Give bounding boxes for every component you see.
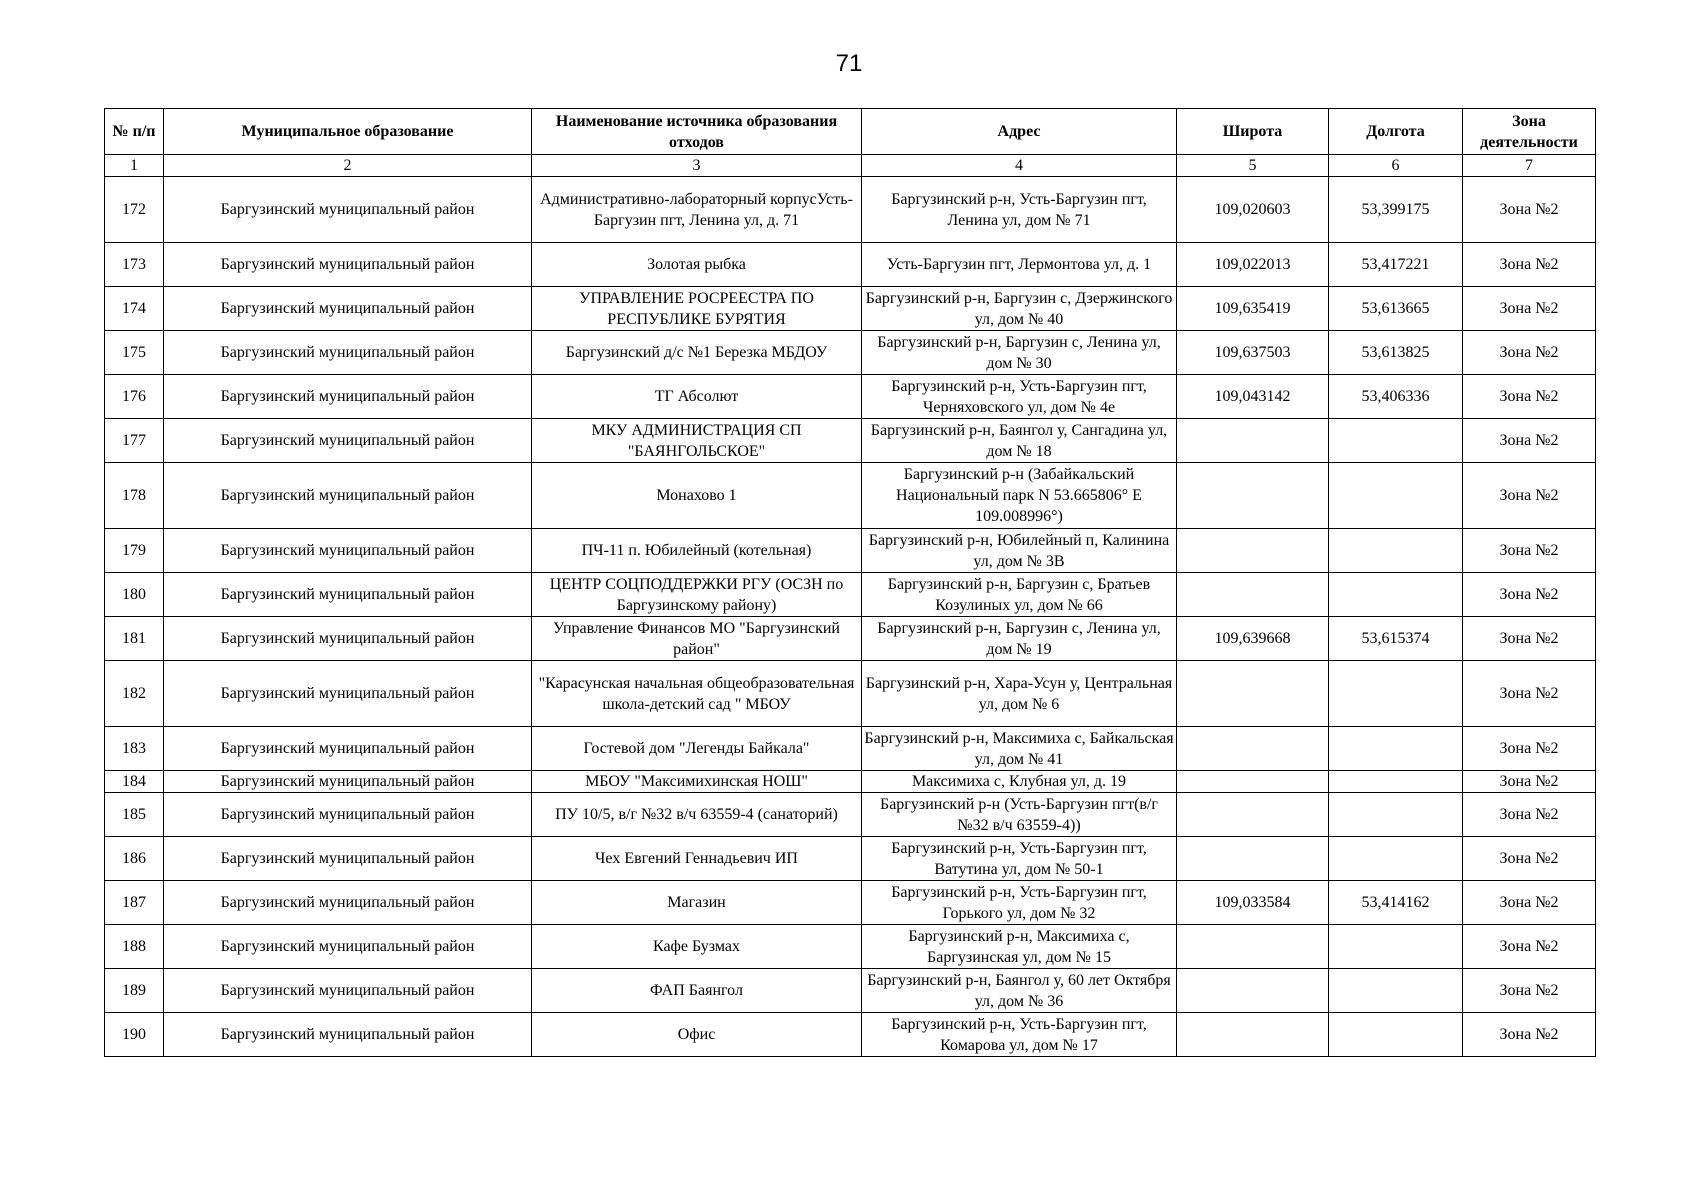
row-zone: Зона №2 xyxy=(1463,1013,1596,1057)
row-zone: Зона №2 xyxy=(1463,419,1596,463)
table-row xyxy=(105,419,1596,463)
row-address: Баргузинский р-н, Хара-Усун у, Центральная ул, дом № 6 xyxy=(862,661,1177,727)
row-latitude xyxy=(1177,727,1329,771)
row-latitude: 109,020603 xyxy=(1177,177,1329,243)
row-longitude: 53,615374 xyxy=(1329,617,1463,661)
row-num: 179 xyxy=(105,529,164,573)
waste-sources-table xyxy=(104,108,1596,1057)
column-number: 4 xyxy=(862,155,1177,177)
table-row xyxy=(105,793,1596,837)
table-row xyxy=(105,837,1596,881)
row-num: 182 xyxy=(105,661,164,727)
row-address: Баргузинский р-н, Усть-Баргузин пгт, Ватутина ул, дом № 50-1 xyxy=(862,837,1177,881)
header-longitude: Долгота xyxy=(1329,109,1463,155)
row-zone: Зона №2 xyxy=(1463,177,1596,243)
row-num: 176 xyxy=(105,375,164,419)
row-longitude xyxy=(1329,969,1463,1013)
row-latitude: 109,033584 xyxy=(1177,881,1329,925)
row-municipality: Баргузинский муниципальный район xyxy=(164,331,532,375)
row-num: 187 xyxy=(105,881,164,925)
row-source: УПРАВЛЕНИЕ РОСРЕЕСТРА ПО РЕСПУБЛИКЕ БУРЯТИЯ xyxy=(532,287,862,331)
row-address: Баргузинский р-н, Усть-Баргузин пгт, Ленина ул, дом № 71 xyxy=(862,177,1177,243)
row-zone: Зона №2 xyxy=(1463,573,1596,617)
row-num: 189 xyxy=(105,969,164,1013)
row-longitude: 53,399175 xyxy=(1329,177,1463,243)
row-zone: Зона №2 xyxy=(1463,243,1596,287)
row-num: 173 xyxy=(105,243,164,287)
table-row xyxy=(105,727,1596,771)
row-longitude xyxy=(1329,793,1463,837)
row-zone: Зона №2 xyxy=(1463,529,1596,573)
row-source: Магазин xyxy=(532,881,862,925)
row-municipality: Баргузинский муниципальный район xyxy=(164,529,532,573)
row-address: Баргузинский р-н, Усть-Баргузин пгт, Комарова ул, дом № 17 xyxy=(862,1013,1177,1057)
table-row xyxy=(105,925,1596,969)
row-municipality: Баргузинский муниципальный район xyxy=(164,463,532,529)
column-numbers-row xyxy=(105,155,1596,177)
row-longitude: 53,417221 xyxy=(1329,243,1463,287)
row-address: Усть-Баргузин пгт, Лермонтова ул, д. 1 xyxy=(862,243,1177,287)
header-zone: Зона деятельности xyxy=(1463,109,1596,155)
column-number: 6 xyxy=(1329,155,1463,177)
table-row xyxy=(105,969,1596,1013)
row-latitude: 109,635419 xyxy=(1177,287,1329,331)
row-latitude xyxy=(1177,1013,1329,1057)
row-source: Управление Финансов МО "Баргузинский район" xyxy=(532,617,862,661)
row-zone: Зона №2 xyxy=(1463,661,1596,727)
row-longitude xyxy=(1329,529,1463,573)
row-latitude xyxy=(1177,661,1329,727)
row-latitude xyxy=(1177,925,1329,969)
row-num: 183 xyxy=(105,727,164,771)
table-row xyxy=(105,287,1596,331)
row-address: Баргузинский р-н, Баянгол у, 60 лет Октября ул, дом № 36 xyxy=(862,969,1177,1013)
row-municipality: Баргузинский муниципальный район xyxy=(164,573,532,617)
header-latitude: Широта xyxy=(1177,109,1329,155)
header-address: Адрес xyxy=(862,109,1177,155)
column-number: 3 xyxy=(532,155,862,177)
row-address: Баргузинский р-н, Максимиха с, Байкальская ул, дом № 41 xyxy=(862,727,1177,771)
row-source: Баргузинский д/с №1 Березка МБДОУ xyxy=(532,331,862,375)
row-num: 175 xyxy=(105,331,164,375)
table-row xyxy=(105,331,1596,375)
row-num: 178 xyxy=(105,463,164,529)
row-longitude xyxy=(1329,1013,1463,1057)
row-zone: Зона №2 xyxy=(1463,969,1596,1013)
row-longitude: 53,406336 xyxy=(1329,375,1463,419)
row-latitude xyxy=(1177,771,1329,793)
row-longitude xyxy=(1329,661,1463,727)
column-number: 5 xyxy=(1177,155,1329,177)
row-source: ФАП Баянгол xyxy=(532,969,862,1013)
column-number: 7 xyxy=(1463,155,1596,177)
row-source: Кафе Бузмах xyxy=(532,925,862,969)
row-address: Баргузинский р-н, Баргузин с, Ленина ул, дом № 19 xyxy=(862,617,1177,661)
row-municipality: Баргузинский муниципальный район xyxy=(164,419,532,463)
row-municipality: Баргузинский муниципальный район xyxy=(164,661,532,727)
row-longitude: 53,613665 xyxy=(1329,287,1463,331)
row-zone: Зона №2 xyxy=(1463,925,1596,969)
row-source: ТГ Абсолют xyxy=(532,375,862,419)
row-longitude xyxy=(1329,925,1463,969)
table-row xyxy=(105,529,1596,573)
row-longitude: 53,414162 xyxy=(1329,881,1463,925)
row-source: ПЧ-11 п. Юбилейный (котельная) xyxy=(532,529,862,573)
row-latitude xyxy=(1177,419,1329,463)
row-municipality: Баргузинский муниципальный район xyxy=(164,727,532,771)
row-latitude: 109,639668 xyxy=(1177,617,1329,661)
row-latitude: 109,043142 xyxy=(1177,375,1329,419)
row-source: ПУ 10/5, в/г №32 в/ч 63559-4 (санаторий) xyxy=(532,793,862,837)
row-source: Офис xyxy=(532,1013,862,1057)
header-municipality: Муниципальное образование xyxy=(164,109,532,155)
row-address: Баргузинский р-н, Максимиха с, Баргузинская ул, дом № 15 xyxy=(862,925,1177,969)
row-latitude xyxy=(1177,573,1329,617)
column-number: 2 xyxy=(164,155,532,177)
row-latitude xyxy=(1177,793,1329,837)
row-num: 174 xyxy=(105,287,164,331)
row-zone: Зона №2 xyxy=(1463,837,1596,881)
row-municipality: Баргузинский муниципальный район xyxy=(164,837,532,881)
row-longitude xyxy=(1329,573,1463,617)
page-number: 71 xyxy=(835,50,863,77)
row-source: МКУ АДМИНИСТРАЦИЯ СП "БАЯНГОЛЬСКОЕ" xyxy=(532,419,862,463)
row-source: "Карасунская начальная общеобразовательная школа-детский сад " МБОУ xyxy=(532,661,862,727)
row-address: Баргузинский р-н, Баргузин с, Дзержинского ул, дом № 40 xyxy=(862,287,1177,331)
row-zone: Зона №2 xyxy=(1463,881,1596,925)
row-num: 180 xyxy=(105,573,164,617)
row-address: Баргузинский р-н (Усть-Баргузин пгт(в/г №32 в/ч 63559-4)) xyxy=(862,793,1177,837)
row-source: Гостевой дом "Легенды Байкала" xyxy=(532,727,862,771)
row-latitude: 109,022013 xyxy=(1177,243,1329,287)
row-longitude xyxy=(1329,419,1463,463)
row-address: Баргузинский р-н, Баянгол у, Сангадина ул, дом № 18 xyxy=(862,419,1177,463)
row-address: Баргузинский р-н, Юбилейный п, Калинина ул, дом № 3В xyxy=(862,529,1177,573)
row-source: Золотая рыбка xyxy=(532,243,862,287)
row-num: 184 xyxy=(105,771,164,793)
header-num: № п/п xyxy=(105,109,164,155)
row-address: Баргузинский р-н, Баргузин с, Ленина ул, дом № 30 xyxy=(862,331,1177,375)
row-zone: Зона №2 xyxy=(1463,617,1596,661)
row-longitude xyxy=(1329,837,1463,881)
header-source: Наименование источника образования отходов xyxy=(532,109,862,155)
row-zone: Зона №2 xyxy=(1463,727,1596,771)
row-source: Административно-лабораторный корпусУсть-Баргузин пгт, Ленина ул, д. 71 xyxy=(532,177,862,243)
row-source: МБОУ "Максимихинская НОШ" xyxy=(532,771,862,793)
row-address: Баргузинский р-н, Усть-Баргузин пгт, Горького ул, дом № 32 xyxy=(862,881,1177,925)
row-zone: Зона №2 xyxy=(1463,287,1596,331)
row-num: 190 xyxy=(105,1013,164,1057)
row-zone: Зона №2 xyxy=(1463,463,1596,529)
row-latitude xyxy=(1177,463,1329,529)
row-longitude xyxy=(1329,463,1463,529)
table-row xyxy=(105,661,1596,727)
row-address: Баргузинский р-н, Баргузин с, Братьев Козулиных ул, дом № 66 xyxy=(862,573,1177,617)
table-row xyxy=(105,177,1596,243)
row-source: Чех Евгений Геннадьевич ИП xyxy=(532,837,862,881)
row-num: 181 xyxy=(105,617,164,661)
row-zone: Зона №2 xyxy=(1463,331,1596,375)
row-municipality: Баргузинский муниципальный район xyxy=(164,771,532,793)
row-num: 185 xyxy=(105,793,164,837)
row-municipality: Баргузинский муниципальный район xyxy=(164,617,532,661)
row-latitude xyxy=(1177,529,1329,573)
table-row xyxy=(105,771,1596,793)
row-longitude: 53,613825 xyxy=(1329,331,1463,375)
table-row xyxy=(105,881,1596,925)
row-municipality: Баргузинский муниципальный район xyxy=(164,243,532,287)
column-number: 1 xyxy=(105,155,164,177)
row-longitude xyxy=(1329,727,1463,771)
table-row xyxy=(105,463,1596,529)
row-latitude xyxy=(1177,837,1329,881)
table-row xyxy=(105,375,1596,419)
table-row xyxy=(105,573,1596,617)
row-address: Баргузинский р-н (Забайкальский Национальный парк N 53.665806° E 109.008996°) xyxy=(862,463,1177,529)
row-municipality: Баргузинский муниципальный район xyxy=(164,881,532,925)
row-source: ЦЕНТР СОЦПОДДЕРЖКИ РГУ (ОСЗН по Баргузинскому району) xyxy=(532,573,862,617)
row-num: 172 xyxy=(105,177,164,243)
row-zone: Зона №2 xyxy=(1463,793,1596,837)
row-latitude: 109,637503 xyxy=(1177,331,1329,375)
row-longitude xyxy=(1329,771,1463,793)
row-num: 177 xyxy=(105,419,164,463)
row-municipality: Баргузинский муниципальный район xyxy=(164,375,532,419)
table-header-row xyxy=(105,109,1596,155)
row-latitude xyxy=(1177,969,1329,1013)
row-num: 186 xyxy=(105,837,164,881)
table-row xyxy=(105,1013,1596,1057)
row-municipality: Баргузинский муниципальный район xyxy=(164,793,532,837)
table-row xyxy=(105,617,1596,661)
row-municipality: Баргузинский муниципальный район xyxy=(164,1013,532,1057)
table-row xyxy=(105,243,1596,287)
row-num: 188 xyxy=(105,925,164,969)
row-municipality: Баргузинский муниципальный район xyxy=(164,177,532,243)
row-source: Монахово 1 xyxy=(532,463,862,529)
row-municipality: Баргузинский муниципальный район xyxy=(164,287,532,331)
row-address: Максимиха с, Клубная ул, д. 19 xyxy=(862,771,1177,793)
row-zone: Зона №2 xyxy=(1463,375,1596,419)
row-address: Баргузинский р-н, Усть-Баргузин пгт, Черняховского ул, дом № 4е xyxy=(862,375,1177,419)
row-municipality: Баргузинский муниципальный район xyxy=(164,969,532,1013)
row-zone: Зона №2 xyxy=(1463,771,1596,793)
row-municipality: Баргузинский муниципальный район xyxy=(164,925,532,969)
